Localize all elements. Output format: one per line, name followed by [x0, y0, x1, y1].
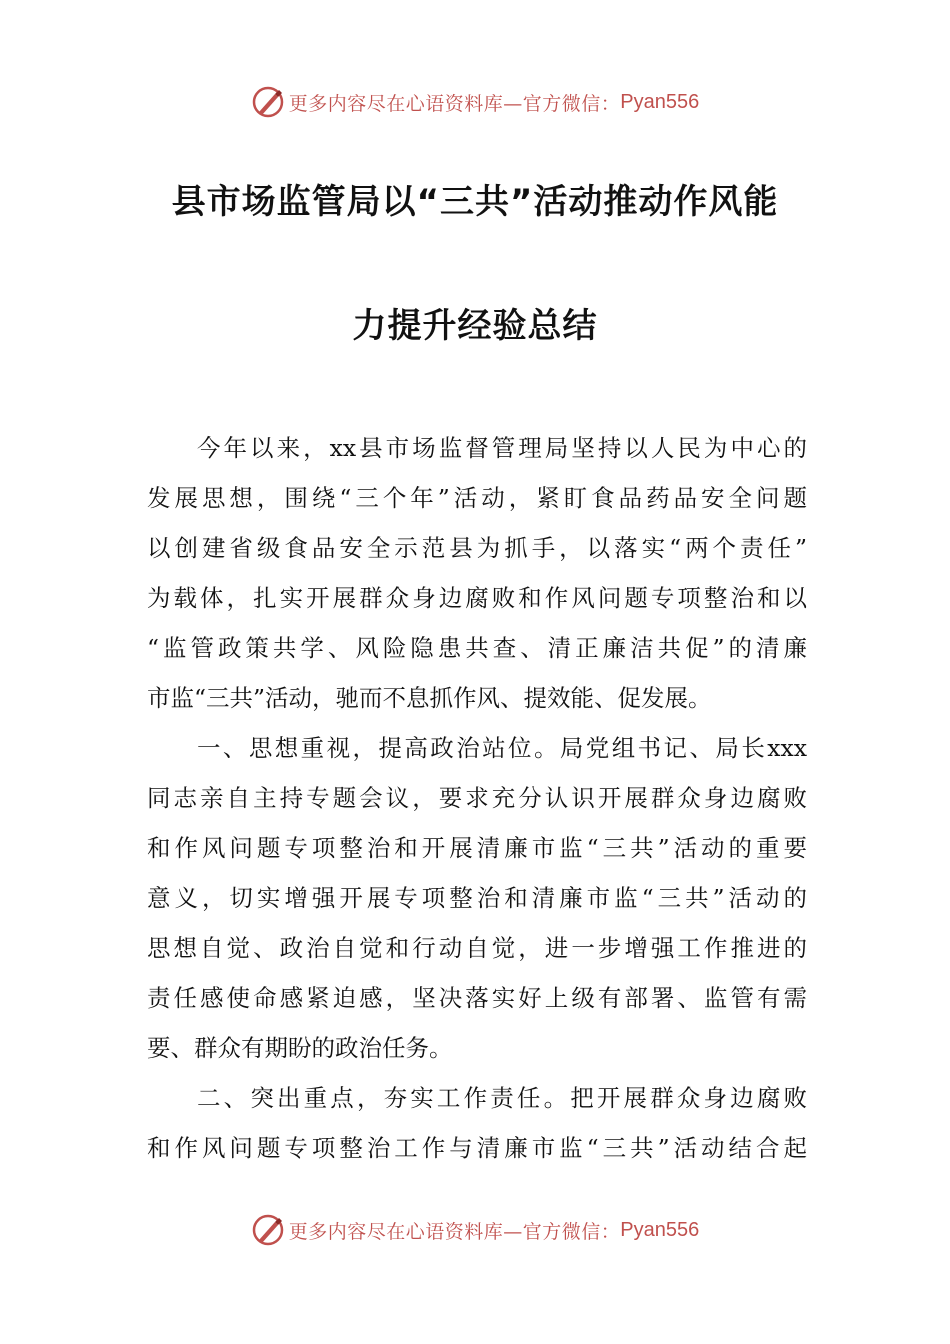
document-body [147, 428, 807, 1178]
body-line: 以创建省级食品安全示范县为抓手，以落实“两个责任” [147, 534, 807, 562]
body-line: “监管政策共学、风险隐患共查、清正廉洁共促”的清廉 [147, 634, 807, 662]
body-line: 和作风问题专项整治和开展清廉市监“三共”活动的重要 [147, 834, 807, 862]
header-watermark [0, 82, 950, 122]
document-title-line-2: 力提升经验总结 [352, 306, 598, 346]
watermark-text: 更多内容尽在心语资料库—官方微信： [288, 92, 621, 115]
body-line: 责任感使命感紧迫感，坚决落实好上级有部署、监管有需 [147, 984, 807, 1012]
body-line: 要、群众有期盼的政治任务。 [147, 1034, 453, 1062]
watermark-text: 更多内容尽在心语资料库—官方微信： [288, 1220, 621, 1243]
watermark-wechat-id: Pyan556 [620, 90, 700, 113]
footer-watermark [0, 1210, 950, 1250]
body-line: 市监“三共”活动，驰而不息抓作风、提效能、促发展。 [147, 684, 712, 712]
body-line: 发展思想，围绕“三个年”活动，紧盯食品药品安全问题 [147, 484, 807, 512]
document-title-line-1: 县市场监管局以“三共”活动推动作风能 [171, 182, 779, 222]
pen-logo-icon [251, 1213, 285, 1247]
watermark-wechat-id: Pyan556 [620, 1218, 700, 1241]
body-line: 思想自觉、政治自觉和行动自觉，进一步增强工作推进的 [147, 934, 807, 962]
body-line: 意义，切实增强开展专项整治和清廉市监“三共”活动的 [147, 884, 807, 912]
pen-logo-icon [251, 85, 285, 119]
body-line: 今年以来，xx县市场监督管理局坚持以人民为中心的 [197, 434, 807, 462]
body-line: 一、思想重视，提高政治站位。局党组书记、局长xxx [197, 734, 807, 762]
body-line: 为载体，扎实开展群众身边腐败和作风问题专项整治和以 [147, 584, 807, 612]
body-line: 二、突出重点，夯实工作责任。把开展群众身边腐败 [197, 1084, 807, 1112]
body-line: 同志亲自主持专题会议，要求充分认识开展群众身边腐败 [147, 784, 807, 812]
body-line: 和作风问题专项整治工作与清廉市监“三共”活动结合起 [147, 1134, 807, 1162]
